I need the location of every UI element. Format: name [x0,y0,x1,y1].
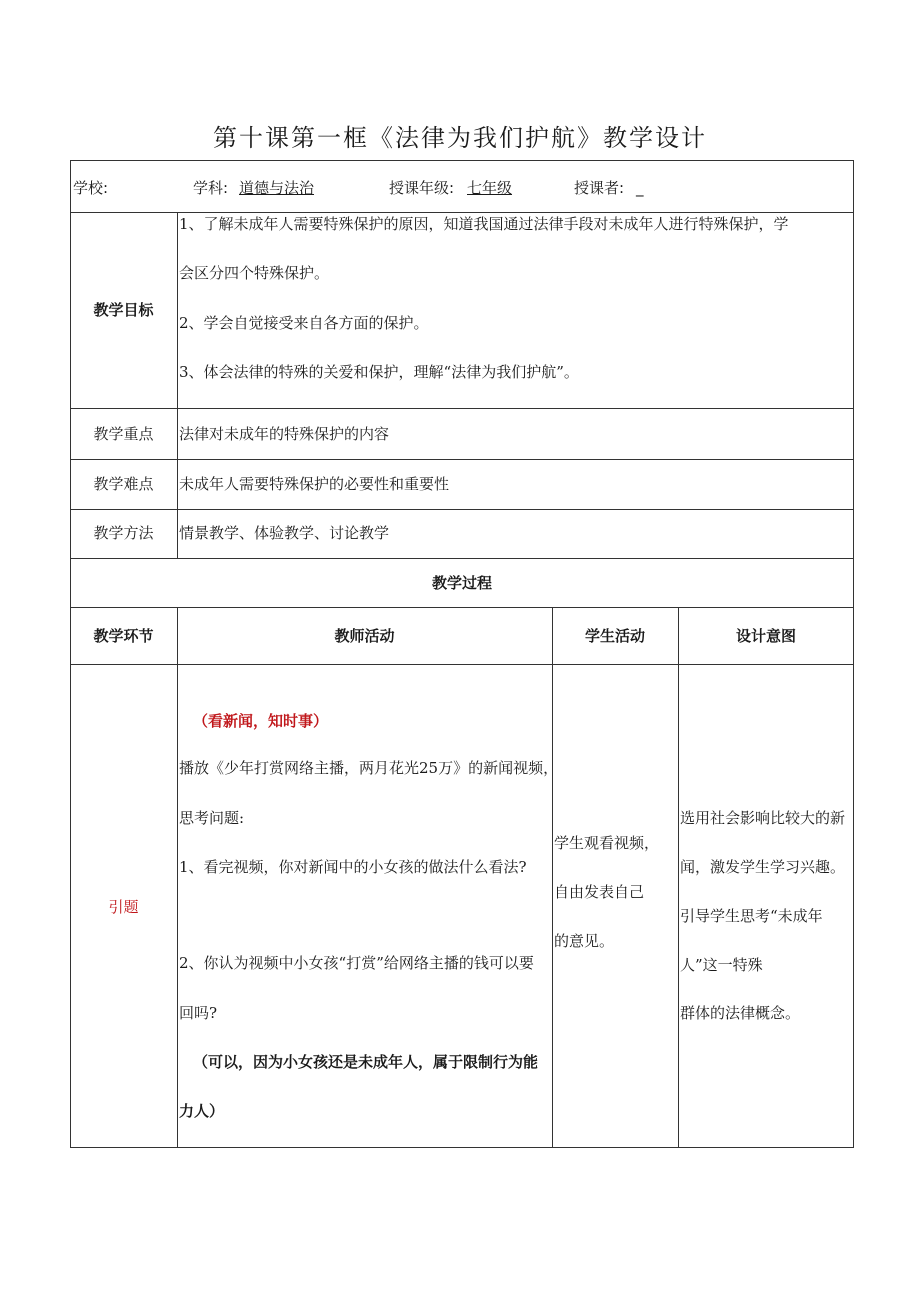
objective-line: 1、了解未成年人需要特殊保护的原因，知道我国通过法律手段对未成年人进行特殊保护，学 [179,215,789,233]
header-stage: 教学环节 [93,627,154,645]
header-student-activity: 学生活动 [584,627,645,645]
student-activity-line: 自由发表自己 [554,883,645,901]
methods-label: 教学方法 [93,524,154,542]
objective-line: 会区分四个特殊保护。 [179,264,330,282]
grade-label: 授课年级: [389,179,455,197]
subject-value: 道德与法治 [239,179,315,197]
teacher-answer: 力人） [179,1102,225,1120]
teacher-line: 思考问题: [179,809,245,827]
teacher-heading: （看新闻，知时事） [193,712,329,730]
subject-label: 学科: [193,179,229,197]
teacher-line: 播放《少年打赏网络主播，两月花光25万》的新闻视频， [179,759,559,777]
key-points-value: 法律对未成年的特殊保护的内容 [179,425,390,443]
objectives-label: 教学目标 [93,301,154,319]
row-divider [70,212,854,213]
teacher-line: 1、看完视频，你对新闻中的小女孩的做法什么看法? [179,858,527,876]
process-title: 教学过程 [431,574,492,592]
design-intent-line: 群体的法律概念。 [680,1004,801,1022]
column-divider [552,607,553,1148]
student-activity-line: 学生观看视频， [554,834,660,852]
design-intent-line: 人”这一特殊 [680,956,763,974]
column-divider [177,212,178,558]
teacher-line: 2、你认为视频中小女孩“打赏”给网络主播的钱可以要 [179,954,534,972]
design-intent-line: 闻，激发学生学习兴趣。 [680,858,846,876]
row-divider [70,607,854,608]
objective-line: 3、体会法律的特殊的关爱和保护，理解“法律为我们护航”。 [179,363,579,381]
row-divider [70,459,854,460]
row-divider [70,558,854,559]
header-design-intent: 设计意图 [735,627,796,645]
row-divider [70,408,854,409]
difficulties-value: 未成年人需要特殊保护的必要性和重要性 [179,475,450,493]
stage-intro: 引题 [108,898,139,916]
teacher-line: 回吗? [179,1004,218,1022]
column-divider [678,607,679,1148]
objective-line: 2、学会自觉接受来自各方面的保护。 [179,314,429,332]
design-intent-line: 选用社会影响比较大的新 [680,809,846,827]
teacher-label: 授课者: [574,179,625,197]
teacher-answer: （可以，因为小女孩还是未成年人，属于限制行为能 [193,1053,539,1071]
row-divider [70,664,854,665]
teacher-value: _ [636,179,644,197]
school-label: 学校: [73,179,109,197]
difficulties-label: 教学难点 [93,475,154,493]
page-title: 第十课第一框《法律为我们护航》教学设计 [213,124,707,152]
row-divider [70,509,854,510]
key-points-label: 教学重点 [93,425,154,443]
column-divider [177,607,178,1148]
student-activity-line: 的意见。 [554,932,615,950]
header-teacher-activity: 教师活动 [334,627,395,645]
lesson-plan-table [70,160,854,1148]
methods-value: 情景教学、体验教学、讨论教学 [179,524,390,542]
grade-value: 七年级 [467,179,513,197]
design-intent-line: 引导学生思考“未成年 [680,907,823,925]
